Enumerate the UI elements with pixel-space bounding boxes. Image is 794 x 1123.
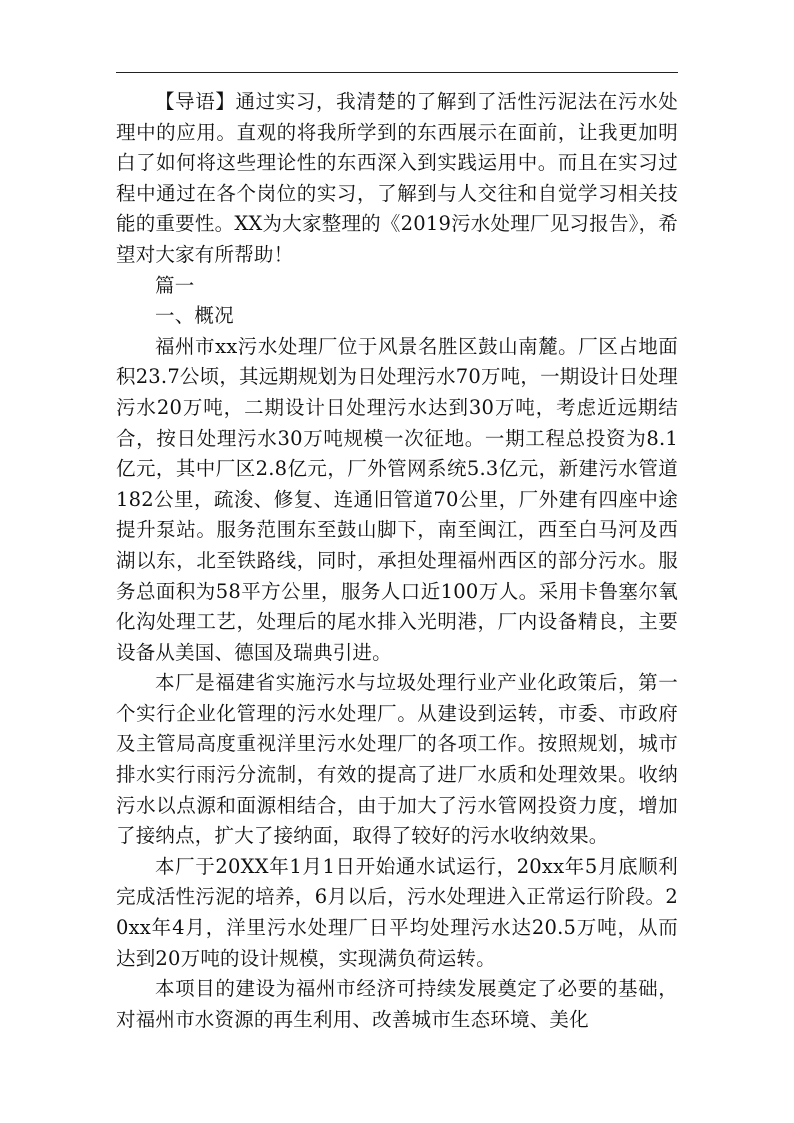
document-body (116, 87, 678, 1035)
body-paragraph: 本厂于20XX年1月1日开始通水试运行，20xx年5月底顺利完成活性污泥的培养，6月以后，污水处理进入正常运行阶段。20xx年4月，洋里污水处理厂日平均处理污水达20.5万吨，从而达到20万吨的设计规模，实现满负荷运转。 (116, 854, 678, 970)
header-rule (116, 72, 678, 73)
body-paragraph: 本项目的建设为福州市经济可持续发展奠定了必要的基础，对福州市水资源的再生利用、改善城市生态环境、美化 (116, 977, 678, 1031)
subsection-heading-overview: 一、概况 (155, 304, 234, 328)
body-paragraph: 福州市xx污水处理厂位于风景名胜区鼓山南麓。厂区占地面积23.7公顷，其远期规划为日处理污水70万吨，一期设计日处理污水20万吨，二期设计日处理污水达到30万吨，考虑近远期结合，按日处理污水30万吨规模一次征地。一期工程总投资为8.1亿元，其中厂区2.8亿元，厂外管网系统5.3亿元，新建污水管道182公里，疏浚、修复、连通旧管道70公里，厂外建有四座中途提升泵站。服务范围东至鼓山脚下，南至闽江，西至白马河及西湖以东，北至铁路线，同时，承担处理福州西区的部分污水。服务总面积为58平方公里，服务人口近100万人。采用卡鲁塞尔氧化沟处理工艺，处理后的尾水排入光明港，厂内设备精良，主要设备从美国、德国及瑞典引进。 (116, 334, 678, 664)
section-heading-part-one: 篇一 (155, 273, 195, 297)
intro-paragraph: 【导语】通过实习，我清楚的了解到了活性污泥法在污水处理中的应用。直观的将我所学到的东西展示在面前，让我更加明白了如何将这些理论性的东西深入到实践运用中。而且在实习过程中通过在各个岗位的实习，了解到与人交往和自觉学习相关技能的重要性。XX为大家整理的《2019污水处理厂见习报告》，希望对大家有所帮助！ (116, 90, 678, 266)
body-paragraph: 本厂是福建省实施污水与垃圾处理行业产业化政策后，第一个实行企业化管理的污水处理厂。从建设到运转，市委、市政府及主管局高度重视洋里污水处理厂的各项工作。按照规划，城市排水实行雨污分流制，有效的提高了进厂水质和处理效果。收纳污水以点源和面源相结合，由于加大了污水管网投资力度，增加了接纳点，扩大了接纳面，取得了较好的污水收纳效果。 (116, 671, 678, 848)
